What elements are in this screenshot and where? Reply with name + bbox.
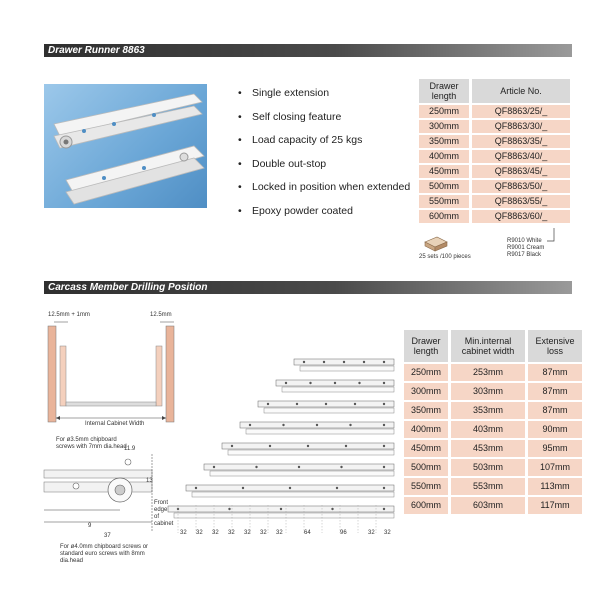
cell: QF8863/25/_ (472, 105, 570, 118)
cell: 503mm (451, 459, 525, 476)
feature-item: • Double out-stop (238, 157, 327, 170)
color-codes (507, 238, 544, 259)
runner-outline (240, 422, 394, 434)
cell: 450mm (419, 165, 469, 178)
color-code: R9001 Cream (507, 245, 545, 251)
cell: 250mm (404, 364, 448, 381)
header-drawer-length: Drawer length (404, 330, 448, 362)
cell: 450mm (404, 440, 448, 457)
label-screw-top: For ø3.5mm chipboard screws with 7mm dia.head (56, 437, 127, 450)
cell: 500mm (419, 180, 469, 193)
runner-outline (168, 506, 394, 518)
cell: 87mm (528, 383, 582, 400)
cell: 87mm (528, 402, 582, 419)
cell: 600mm (419, 210, 469, 223)
feature-item: • Locked in position when extended (238, 181, 411, 193)
spacing-label: 32 (244, 530, 251, 536)
cell: 300mm (404, 383, 448, 400)
spacing-label: 32 (384, 530, 391, 536)
cell: 403mm (451, 421, 525, 438)
header-min-width: Min.internal cabinet width (451, 330, 525, 362)
label-dim-11-9: 11.9 (124, 446, 136, 452)
cell: 250mm (419, 105, 469, 118)
cell: QF8863/60/_ (472, 210, 570, 223)
runner-outline (186, 485, 394, 497)
hole-spacing-row (180, 530, 402, 539)
cell: 117mm (528, 497, 582, 514)
box-icon (423, 234, 449, 252)
runner-outline (294, 359, 394, 371)
cell: 253mm (451, 364, 525, 381)
spacing-label: 32 (196, 530, 203, 536)
cell: 600mm (404, 497, 448, 514)
article-table (419, 77, 570, 225)
label-left-gap: 12.5mm + 1mm (48, 312, 90, 318)
cell: 500mm (404, 459, 448, 476)
label-right-gap: 12.5mm (150, 312, 172, 318)
spacing-label: 32 (180, 530, 187, 536)
cell: 353mm (451, 402, 525, 419)
spacing-label: 32 (276, 530, 283, 536)
color-code: R9017 Black (507, 252, 542, 258)
cell: 113mm (528, 478, 582, 495)
label-dim-9: 9 (88, 523, 92, 529)
cell: 95mm (528, 440, 582, 457)
cell: 90mm (528, 421, 582, 438)
cell: 400mm (404, 421, 448, 438)
cell: 303mm (451, 383, 525, 400)
packing-info: 25 sets /100 pieces (419, 254, 471, 260)
header-drawer-length: Drawer length (419, 79, 469, 103)
header-extensive-loss: Extensive loss (528, 330, 582, 362)
cell: QF8863/35/_ (472, 135, 570, 148)
cell: 550mm (404, 478, 448, 495)
label-internal-width: Internal Cabinet Width (85, 421, 145, 427)
cell: 400mm (419, 150, 469, 163)
runner-outline (258, 401, 394, 413)
drawer-runner-image (44, 84, 207, 208)
product-photo (44, 84, 207, 208)
spacing-label: 32 (212, 530, 219, 536)
section-title-drawer-runner: Drawer Runner 8863 (44, 44, 572, 57)
header-article-no: Article No. (472, 79, 570, 103)
spacing-label: 32 (228, 530, 235, 536)
size-table (404, 328, 582, 516)
feature-item: • Single extension (238, 87, 330, 99)
color-code: R9010 White (507, 238, 542, 244)
spacing-label: 32 (260, 530, 267, 536)
spacing-label: 96 (340, 530, 347, 536)
feature-item: • Load capacity of 25 kgs (238, 134, 363, 146)
cell: QF8863/30/_ (472, 120, 570, 133)
cell: QF8863/50/_ (472, 180, 570, 193)
runner-outline (276, 380, 394, 392)
runner-detail-diagram (40, 448, 160, 538)
feature-item: • Self closing feature (238, 110, 342, 123)
section-title-drilling-position: Carcass Member Drilling Position (44, 281, 572, 294)
runner-outline (222, 443, 394, 455)
spacing-label: 32 (368, 530, 375, 536)
cell: 550mm (419, 195, 469, 208)
label-screw-bottom: For ø4.0mm chipboard screws or standard euro screws with 8mm dia.head (60, 544, 149, 564)
cell: 300mm (419, 120, 469, 133)
label-dim-37: 37 (104, 533, 111, 539)
cell: 350mm (419, 135, 469, 148)
label-dim-13: 13 (146, 478, 153, 484)
cell: 87mm (528, 364, 582, 381)
runner-outline (204, 464, 394, 476)
cell: 453mm (451, 440, 525, 457)
spacing-label: 64 (304, 530, 311, 536)
label-front-edge: Front edge of cabinet (154, 500, 174, 527)
cell: 107mm (528, 459, 582, 476)
feature-list (238, 84, 410, 225)
cell: 603mm (451, 497, 525, 514)
runner-lengths-diagram (164, 355, 402, 535)
feature-item: • Epoxy powder coated (238, 204, 353, 217)
cell: QF8863/55/_ (472, 195, 570, 208)
cell: QF8863/45/_ (472, 165, 570, 178)
cell: QF8863/40/_ (472, 150, 570, 163)
cell: 350mm (404, 402, 448, 419)
cell: 553mm (451, 478, 525, 495)
